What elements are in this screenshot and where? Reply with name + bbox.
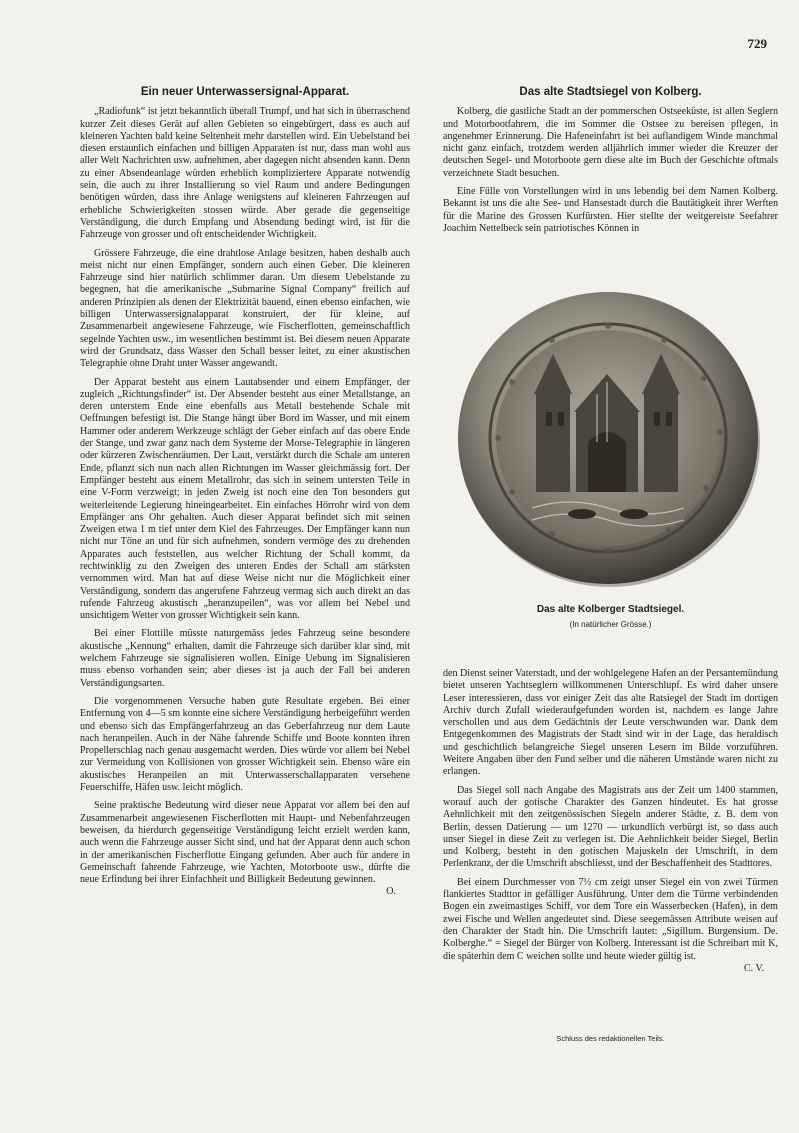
left-paragraph: Bei einer Flottille müsste naturgemäss jedes Fahrzeug seine besondere akustische „Kennung“ erhalten, damit die Fahrzeuge sich darüber klar sind, mit welchem Fahrzeuge sie signalisieren wollen. Einige Uebung im Signalisieren muss ebenso vorhanden sein; aber dieses ist ja auch der Fall bei anderen Verständigungsarten. <box>80 628 410 689</box>
left-article <box>80 86 410 899</box>
left-paragraph: Seine praktische Bedeutung wird dieser neue Apparat vor allem bei den auf Zusammenarbeit angewiesenen Fischerflotten mit Haupt- und Nebenfahrzeugen beweisen, da hierdurch gegenseitige Verständigung leicht erzielt werden kann, auch wenn die Fahrzeuge ausser Sicht sind, und hat der Apparat denn auch schon in der amerikanischen Fischerflotte Eingang gefunden. Aber auch für andere in Gemeinschaft fahrende Fahrzeuge, wie Yachten, Motorboote usw., dürfte die neue Erfindung bei ihrer Einfachheit und Billigkeit Bedeutung gewinnen. <box>80 800 410 886</box>
page-number: 729 <box>747 36 767 51</box>
kolberg-seal-image <box>454 282 766 594</box>
right-signature-line <box>443 963 778 975</box>
right-paragraph: Kolberg, die gastliche Stadt an der pommerschen Ostseeküste, ist allen Seglern und Motorbootfahrern, die im Sommer die Ostsee zu bereisen pflegen, in angenehmer Erinnerung. Die Hafeneinfahrt ist bei auflandigem Winde manchmal nicht ganz einfach, trotzdem werden alljährlich immer wieder die Kreuzer der deutschen Segel- und Motorboote gern diese alte im Buch der Geschichte oftmals verzeichnete Stadt besuchen. <box>443 106 778 179</box>
right-paragraph: den Dienst seiner Vaterstadt, und der wohlgelegene Hafen an der Persantemündung bietet unseren Yachtseglern willkommenen Unterschlupf. Es wird daher unsere Leser interessieren, dass vor einiger Zeit das alte Ratsiegel der Stadt im dortigen Archiv durch Zufall wiederaufgefunden worden ist, nachdem es lange Jahre verschollen und aus dem Gedächtnis der Leute verschwunden war. Dank dem Entgegenkommen des Magistrats der Stadt sind wir in der Lage, das heraldisch und geschichtlich belangreiche Siegel unseren Lesern im Bilde vorzuführen. Weitere Angaben über den Fund selber und die näheren Umstände waren nicht zu erlangen. <box>443 668 778 778</box>
left-paragraph: Grössere Fahrzeuge, die eine drahtlose Anlage besitzen, haben deshalb auch meist nicht nur einen Empfänger, sondern auch einen Geber. Die kleineren Fahrzeuge sind hier natürlich schlimmer daran. Um diesem Uebelstande zu begegnen, hat die amerikanische „Submarine Signal Company“ freilich auf anderen Prinzipien als denen der Elektrizität bauend, einen ebenso einfachen, wie billigen Unterwassersignalapparat konstruiert, der für kleine, auf Zusammenarbeit angewiesene Fahrzeuge, wie Fischerflotten, gemeinschaftlich segelnde Yachten usw., im wesentlichen bestimmt ist. Bei diesem neuen Apparate wird der Grundsatz, dass Wasser den Schall besser leitet, zu einer akustischen Telegraphie ohne Draht unter Wasser angewandt. <box>80 247 410 370</box>
left-paragraph: Die vorgenommenen Versuche haben gute Resultate ergeben. Bei einer Entfernung von 4—5 sm konnte eine sichere Verständigung herbeigeführt werden und ebenso sich das Empfängerfahrzeug an das Geberfahrzeug nur dem Laute nach heranpeilen. Auch in der Nähe fahrende Schiffe und Boote konnten ihren Propellerschlag nach genau ausgemacht werden. Dies würde vor allem bei Nebel zur Vermeidung von Kollisionen von grosser Wichtigkeit sein. Ebenso wäre ein akustisches Heranpeilen an mit Unterwasserschallapparaten versehene Feuerschiffe, Häfen usw. leicht möglich. <box>80 695 410 794</box>
end-note: Schluss des redaktionellen Teils. <box>556 1034 665 1043</box>
right-paragraph: Eine Fülle von Vorstellungen wird in uns lebendig bei dem Namen Kolberg. Bekannt ist uns die alte See- und Hansestadt durch die Bautätigkeit ihrer Werften für die Marine des Grossen Kurfürsten. Hier stellte der weitgereiste Seefahrer Joachim Nettelbeck sein patriotisches Können in <box>443 186 778 234</box>
figure-subcaption: (In natürlicher Grösse.) <box>569 620 652 629</box>
right-paragraph: Das Siegel soll nach Angabe des Magistrats aus der Zeit um 1400 stammen, worauf auch der gotische Charakter des Ganzen hindeutet. Es hat grosse Aehnlichkeit mit den zeitgenössischen Siegeln anderer Städte, z. B. dem von Berlin, dessen Datierung — um 1270 — urkundlich verbürgt ist, so dass auch unser Siegel in diese Zeit zu verlegen ist. Die Aehnlichkeit beider Siegel, Berlin und Kolberg, besteht in den gotischen Majuskeln der Umschrift, in dem Perlenkranz, der die Umschrift abschliesst, und der Beschaffenheit des Stadttores. <box>443 784 778 870</box>
figure-caption: Das alte Kolberger Stadtsiegel. <box>536 604 685 615</box>
left-paragraph: „Radiofunk“ ist jetzt bekanntlich überall Trumpf, und hat sich in überraschend kurzer Zeit dieses Gerät auf allen Gebieten so eingebürgert, dass es auch auf kleineren Yachten bald keine Seltenheit mehr darstellen wird. Ein Uebelstand bei diesen erstaunlich einfachen und billigen Apparaten ist nur, dass man wohl aus aller Welt Nachrichten usw. aufnehmen, aber dagegen nicht absenden kann. Denn zu einer Absendeanlage würden erheblich kompliziertere Apparate notwendig sein, die auch zu ihrer Installierung so viel Raum und andere Bedingungen benötigen würden, dass ihre Anlage wenigstens auf kleineren Fahrzeugen auf erhebliche Schwierigkeiten stossen würde. Aber gerade die gegenseitige Verständigung, die durch Empfang und Absendung bedingt wird, ist für die Fahrzeuge von grosser und oft entscheidender Wichtigkeit. <box>80 106 410 241</box>
right-paragraph: Bei einem Durchmesser von 7½ cm zeigt unser Siegel ein von zwei Türmen flankiertes Stadttor in gefälliger Ausführung. Unter dem die Türme verbindenden Bogen ein zweimastiges Schiff, vor dem Tore ein Wasserbecken (Hafen), in dem zwei Fische und Wellen angedeutet sind. Diese seegemässen Attribute weisen auf den Charakter der Stadt hin. Die Umschrift lautet: „Sigillum. Burgensium. De. Kolberghe.“ = Siegel der Bürger von Kolberg. Interessant ist die Schreibart mit K, die späterhin dem C weichen sollte und heute wieder gültig ist. <box>443 876 778 962</box>
left-article-signature: O. <box>386 886 396 898</box>
left-article-title: Ein neuer Unterwassersignal-Apparat. <box>140 86 350 98</box>
right-article-title: Das alte Stadtsiegel von Kolberg. <box>519 86 702 98</box>
right-article-continued <box>443 668 778 975</box>
right-article-signature: C. V. <box>743 962 764 974</box>
left-paragraph: Der Apparat besteht aus einem Lautabsender und einem Empfänger, der zugleich „Richtungsfinder“ ist. Der Absender besteht aus einer Metallstange, an deren unterstem Ende eine ebenfalls aus Metall bestehende Schale mit Oeffnungen befestigt ist. Die Stange hängt über Bord im Wasser, und mit einem Hammer oder anderem Werkzeuge schlägt der Geber einfach auf das obere Ende der Stange, und zwar ganz nach dem Systeme der Morse-Telegraphie in längeren oder kürzeren Zwischenräumen. Der Laut, verstärkt durch die Schale am unteren Ende, pflanzt sich nun nach allen Richtungen im Wasser gleichmässig fort. Der Empfänger besteht aus einem Metallrohr, das sich in seinem untersten Teile in eine V-Form verzweigt; in jeden Zweig ist noch eine den Ton besonders gut weiterleitende Legierung hineingearbeitet. Ein einfaches Hörrohr wird von dem Empfänger ans Ohr gehalten. Auch dieser Apparat befindet sich mit seinen Zweigen etwa 1 m tief unter dem Kiel des Fahrzeuges. Der Empfänger kann nun nicht nur Töne an und für sich aufnehmen, sondern vermöge des zu drehenden Apparates auch feststellen, aus welcher Richtung der Schall kommt, da rechtwinklig zu den Zweigen des unteren Endes der Schall am stärksten vernommen wird. Man hat auf diese Weise nicht nur die Möglichkeit einer Verständigung, sondern das angerufene Fahrzeug vermag sich auch direkt an das rufende Fahrzeug akustisch „heranzupeilen“, was vor allem bei Nebel und unsichtigem Wetter von grosser Wichtigkeit sein kann. <box>80 376 410 622</box>
right-article <box>443 86 778 241</box>
left-signature-line <box>80 886 410 898</box>
